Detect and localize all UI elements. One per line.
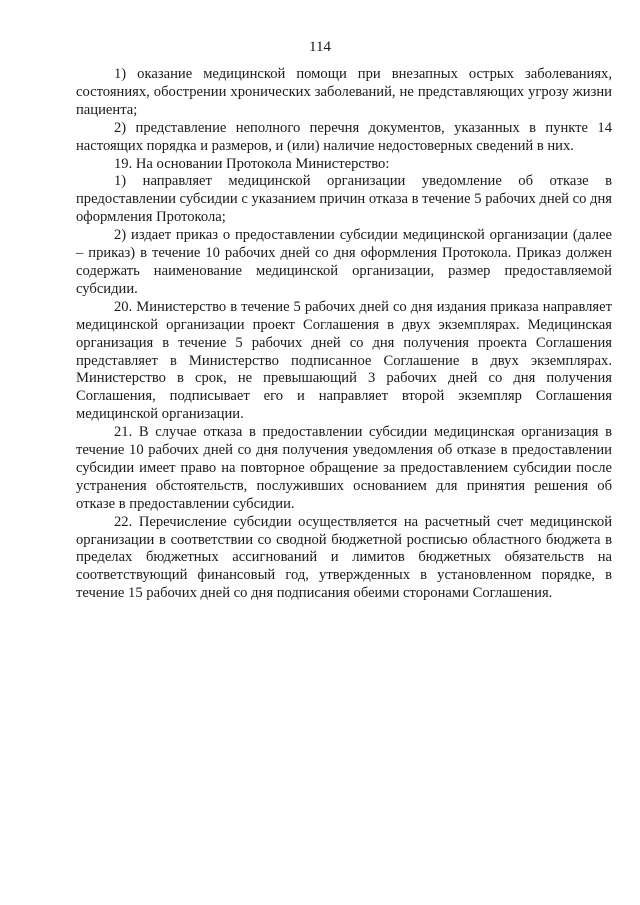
document-body [76,66,612,603]
paragraph-4: 1) направляет медицинской организации уведомление об отказе в предоставлении субсидии с указанием причин отказа в течение 5 рабочих дней со дня оформления Протокола; [76,173,612,226]
paragraph-6: 20. Министерство в течение 5 рабочих дней со дня издания приказа направляет медицинской организации проект Соглашения в двух экземплярах. Медицинская организация в течение 5 рабочих дней со дня получения проекта Соглашения представляет в Министерство подписанное Соглашение в двух экземплярах. Министерство в срок, не превышающий 3 рабочих дней со дня получения Соглашения, подписывает его и направляет второй экземпляр Соглашения медицинской организации. [76,298,612,423]
paragraph-2: 2) представление неполного перечня документов, указанных в пункте 14 настоящих порядка и размеров, и (или) наличие недостоверных сведений в них. [76,119,612,154]
page-number: 114 [309,39,331,55]
paragraph-7: 21. В случае отказа в предоставлении субсидии медицинская организация в течение 10 рабочих дней со дня получения уведомления об отказе в предоставлении субсидии имеет право на повторное обращение за предоставлением субсидии после устранения обстоятельств, послуживших основанием для принятия решения об отказе в предоставлении субсидии. [76,424,612,512]
paragraph-1: 1) оказание медицинской помощи при внезапных острых заболеваниях, состояниях, обострении хронических заболеваний, не представляющих угрозу жизни пациента; [76,66,612,118]
paragraph-3: 19. На основании Протокола Министерство: [114,155,390,172]
paragraph-8: 22. Перечисление субсидии осуществляется на расчетный счет медицинской организации в соответствии со сводной бюджетной росписью областного бюджета в пределах бюджетных ассигнований и лимитов бюджетных обязательств на соответствующий финансовый год, утвержденных в установленном порядке, в течение 15 рабочих дней со дня подписания обеими сторонами Соглашения. [76,513,612,602]
paragraph-5: 2) издает приказ о предоставлении субсидии медицинской организации (далее – приказ) в течение 10 рабочих дней со дня оформления Протокола. Приказ должен содержать наименование медицинской организации, размер предоставляемой субсидии. [76,227,612,297]
